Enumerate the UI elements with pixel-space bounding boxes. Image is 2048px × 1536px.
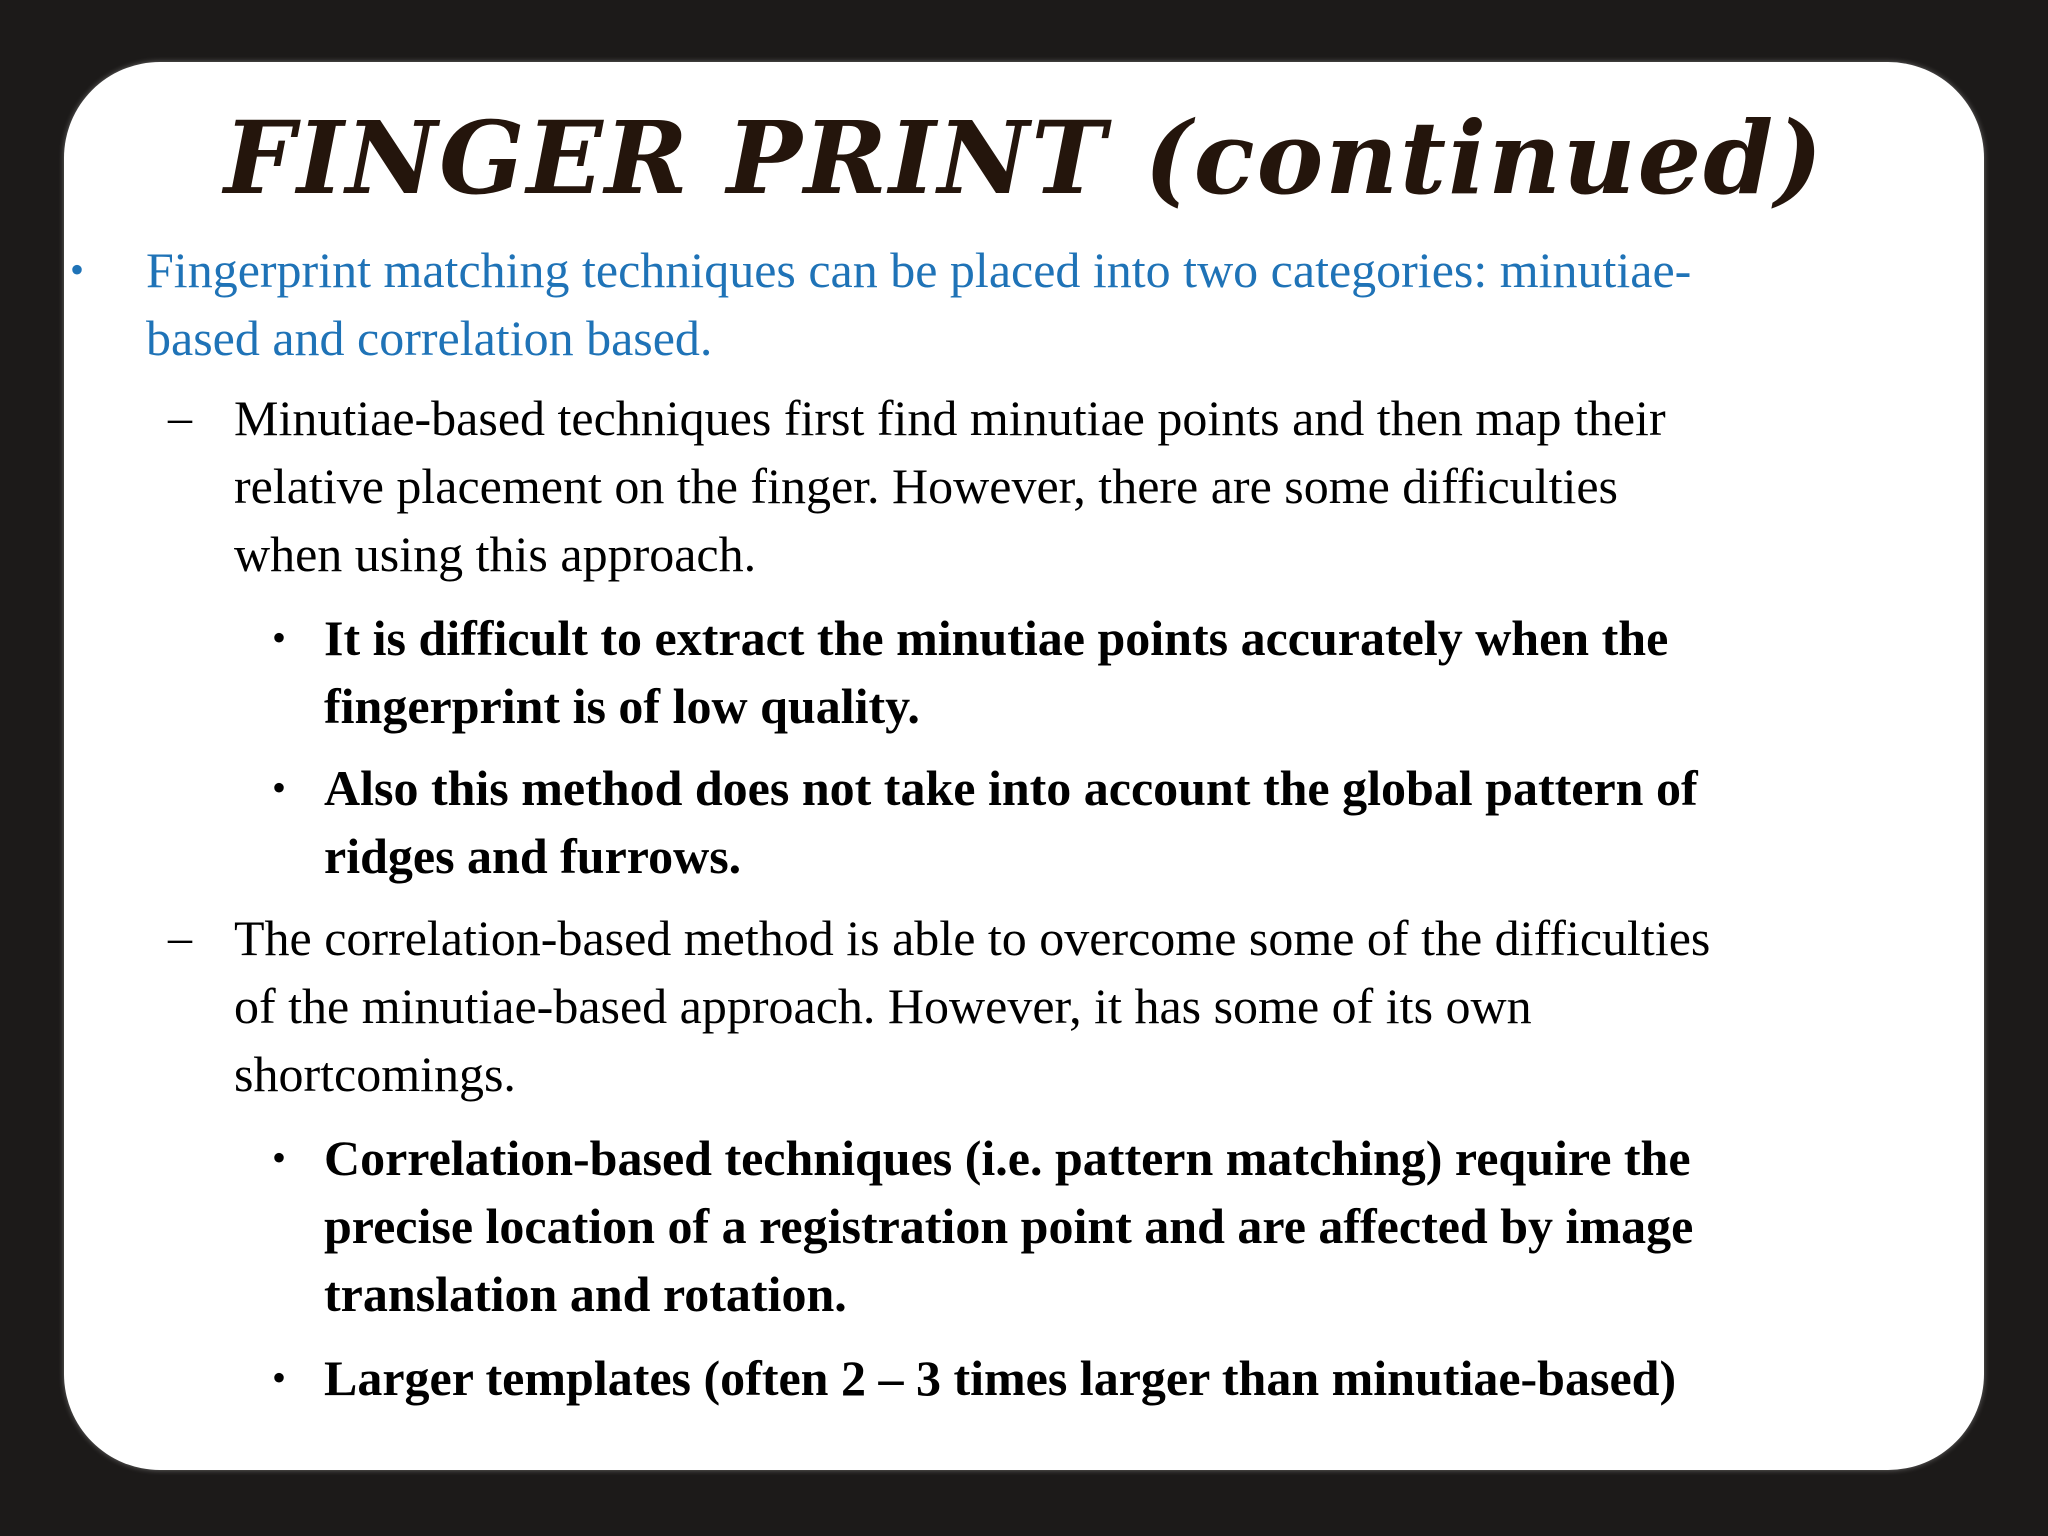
- correlation-text-line: The correlation-based method is able to overcome some of the difficulties: [234, 910, 1711, 966]
- minutiae-text-line: when using this approach.: [234, 526, 757, 582]
- dash-marker: –: [168, 391, 192, 444]
- correlation-point-line: translation and rotation.: [324, 1266, 847, 1322]
- minutiae-point-line: ridges and furrows.: [324, 828, 742, 884]
- minutiae-text-line: Minutiae-based techniques first find minutiae points and then map their: [234, 390, 1666, 446]
- sub-bullet-marker: •: [272, 1355, 287, 1400]
- correlation-point-line: Larger templates (often 2 – 3 times larger than minutiae-based): [324, 1350, 1677, 1406]
- dash-marker: –: [168, 911, 192, 964]
- sub-bullet-marker: •: [272, 765, 287, 810]
- correlation-text-line: shortcomings.: [234, 1046, 516, 1102]
- slide-title: FINGER PRINT (continued): [224, 99, 1825, 217]
- minutiae-point-line: fingerprint is of low quality.: [324, 678, 920, 734]
- correlation-point-line: Correlation-based techniques (i.e. pattern matching) require the: [324, 1130, 1691, 1186]
- minutiae-point-line: It is difficult to extract the minutiae points accurately when the: [324, 610, 1669, 666]
- correlation-point-line: precise location of a registration point and are affected by image: [324, 1198, 1694, 1254]
- correlation-text-line: of the minutiae-based approach. However, it has some of its own: [234, 978, 1532, 1034]
- minutiae-point-line: Also this method does not take into account the global pattern of: [324, 760, 1698, 816]
- minutiae-text-line: relative placement on the finger. However, there are some difficulties: [234, 458, 1619, 514]
- sub-bullet-marker: •: [272, 615, 287, 660]
- intro-text-line: based and correlation based.: [146, 310, 713, 366]
- bullet-marker: •: [70, 247, 85, 292]
- intro-text-line: Fingerprint matching techniques can be placed into two categories: minutiae-: [146, 242, 1692, 298]
- sub-bullet-marker: •: [272, 1135, 287, 1180]
